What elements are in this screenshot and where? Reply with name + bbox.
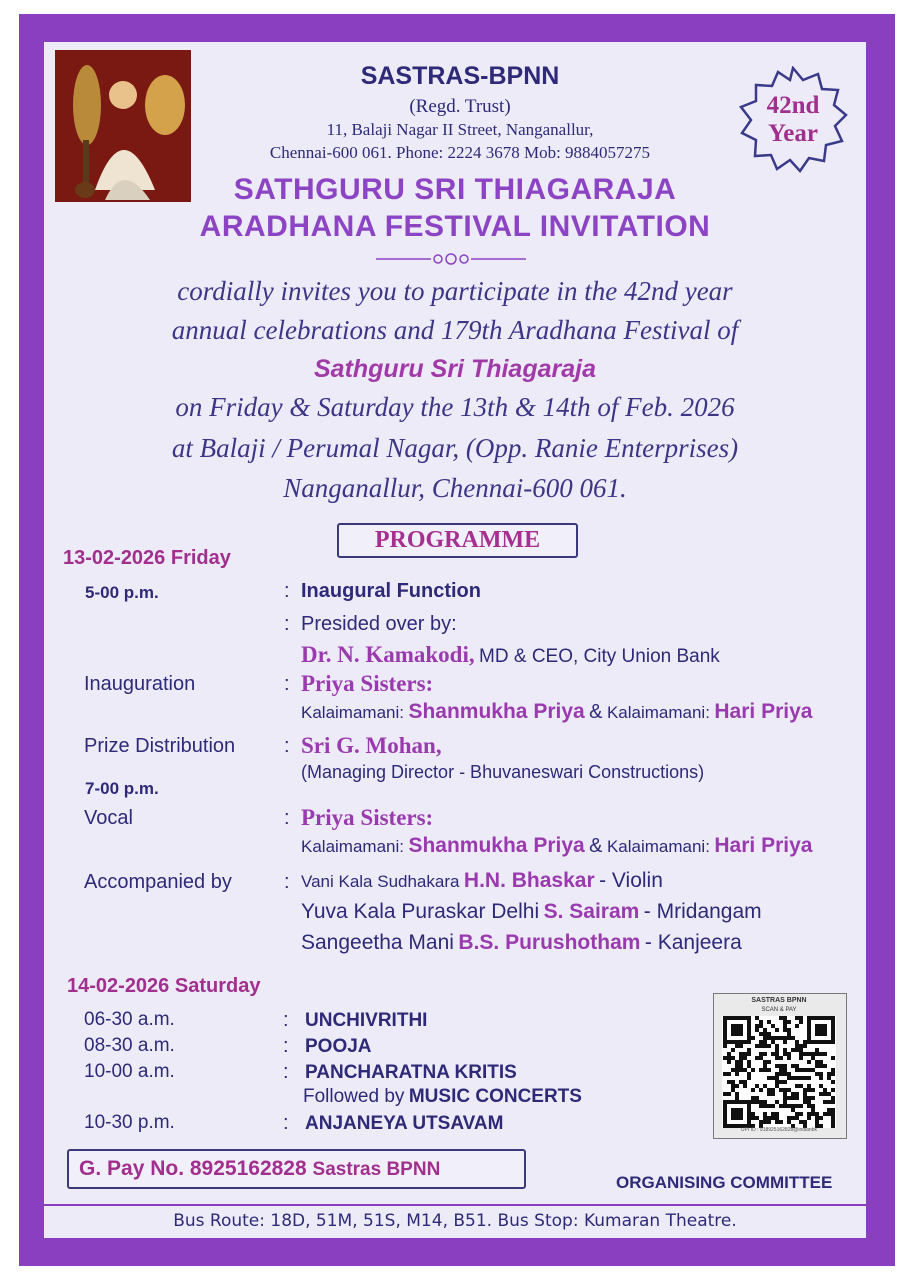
artist-hari-priya: Hari Priya: [714, 700, 813, 723]
music-concerts: MUSIC CONCERTS: [408, 1086, 582, 1107]
presided-label: Presided over by:: [301, 613, 457, 635]
org-name: SASTRAS-BPNN: [360, 62, 560, 90]
presider-title: MD & CEO, City Union Bank: [479, 646, 720, 667]
bus-route-footer: Bus Route: 18D, 51M, 51S, M14, B51. Bus Stop: Kumaran Theatre.: [173, 1211, 737, 1231]
divider-ornament: [376, 250, 526, 268]
event-name: UNCHIVRITHI: [305, 1010, 428, 1031]
instrument: - Kanjeera: [644, 931, 742, 954]
instrument: - Mridangam: [643, 900, 762, 923]
event-time: 08-30 a.m.: [84, 1035, 175, 1056]
footer-divider: [44, 1204, 866, 1206]
event-name: ANJANEYA UTSAVAM: [305, 1113, 504, 1134]
invitation-line-1: cordially invites you to participate in the 42nd year: [177, 276, 733, 306]
colon: :: [284, 580, 290, 602]
inauguration-artists: [301, 700, 812, 724]
prize-distribution-label: Prize Distribution: [84, 735, 236, 757]
inauguration-performer: Priya Sisters:: [301, 671, 434, 696]
qr-code[interactable]: [722, 1016, 836, 1128]
event-time: 06-30 a.m.: [84, 1009, 175, 1030]
invitation-line-3: on Friday & Saturday the 13th & 14th of Feb. 2026: [175, 392, 735, 422]
accompanist-kanjeera: [301, 931, 742, 955]
address-line-1: 11, Balaji Nagar II Street, Nanganallur,: [326, 120, 594, 139]
organising-committee: ORGANISING COMMITTEE: [616, 1173, 833, 1192]
artist-hari-priya: Hari Priya: [714, 834, 813, 857]
accompanist-name: B.S. Purushotham: [458, 931, 641, 954]
event-name: PANCHARATNA KRITIS: [305, 1062, 517, 1083]
qr-upi-id: UPI ID : 918925162828@indianbk: [741, 1127, 817, 1133]
invitation-line-4: at Balaji / Perumal Nagar, (Opp. Ranie Enterprises): [171, 433, 739, 463]
year-badge-word: Year: [768, 120, 818, 147]
title-kalaimamani: Kalaimamani:: [606, 703, 710, 722]
invitation-line-2: annual celebrations and 179th Aradhana Festival of: [171, 315, 739, 345]
prize-distributor-name: Sri G. Mohan,: [301, 733, 442, 758]
day1-time-2: 7-00 p.m.: [85, 779, 159, 798]
vocal-artists: [301, 834, 812, 858]
accompanist-title: Yuva Kala Puraskar Delhi: [301, 900, 540, 923]
year-badge: [738, 66, 848, 174]
instrument: - Violin: [599, 869, 663, 892]
inauguration-label: Inauguration: [84, 673, 196, 695]
festival-title-line-1: SATHGURU SRI THIAGARAJA: [233, 173, 677, 206]
ampersand: &: [589, 701, 603, 723]
artist-shanmukha-priya: Shanmukha Priya: [408, 834, 585, 857]
event-time: 10-00 a.m.: [84, 1061, 175, 1082]
inaugural-function: Inaugural Function: [301, 580, 481, 602]
colon: :: [283, 1112, 289, 1134]
followed-by-label: Followed by: [303, 1086, 405, 1107]
presider-name: Dr. N. Kamakodi,: [301, 642, 475, 667]
invitation-line-5: Nanganallur, Chennai-600 061.: [283, 473, 627, 503]
colon: :: [284, 613, 290, 635]
presider-line: [301, 642, 720, 668]
colon: :: [284, 871, 290, 893]
qr-subtitle: SCAN & PAY: [761, 1007, 797, 1013]
accompanist-name: H.N. Bhaskar: [463, 869, 595, 892]
day1-time-1: 5-00 p.m.: [85, 583, 159, 602]
colon: :: [283, 1009, 289, 1031]
title-kalaimamani: Kalaimamani:: [301, 703, 404, 722]
gpay-number: [79, 1157, 440, 1181]
event-time: 10-30 p.m.: [84, 1112, 175, 1133]
followed-by-line: [303, 1086, 582, 1108]
day2-heading: 14-02-2026 Saturday: [67, 975, 261, 997]
accompanist-title: Sangeetha Mani: [301, 931, 454, 954]
title-kalaimamani: Kalaimamani:: [606, 837, 710, 856]
title-kalaimamani: Kalaimamani:: [301, 837, 404, 856]
accompanied-label: Accompanied by: [84, 871, 232, 893]
address-line-2: Chennai-600 061. Phone: 2224 3678 Mob: 9884057275: [269, 143, 651, 162]
year-badge-number: 42nd: [766, 92, 820, 119]
invitation-honoree: Sathguru Sri Thiagaraja: [313, 355, 596, 383]
colon: :: [283, 1035, 289, 1057]
gpay-label: G. Pay No. 8925162828: [79, 1157, 307, 1180]
accompanist-mridangam: [301, 900, 762, 924]
trust-label: (Regd. Trust): [409, 96, 511, 117]
ampersand: &: [589, 835, 603, 857]
colon: :: [284, 807, 290, 829]
colon: :: [284, 735, 290, 757]
vocal-label: Vocal: [84, 807, 133, 829]
colon: :: [284, 673, 290, 695]
artist-shanmukha-priya: Shanmukha Priya: [408, 700, 585, 723]
day1-heading: 13-02-2026 Friday: [63, 547, 231, 569]
accompanist-title: Vani Kala Sudhakara: [301, 872, 460, 891]
gpay-name: Sastras BPNN: [312, 1159, 441, 1180]
colon: :: [283, 1061, 289, 1083]
programme-heading: PROGRAMME: [337, 523, 578, 558]
vocal-performer: Priya Sisters:: [301, 805, 434, 830]
qr-title: SASTRAS BPNN: [751, 997, 807, 1004]
accompanist-violin: [301, 869, 663, 893]
accompanist-name: S. Sairam: [543, 900, 640, 923]
festival-title-line-2: ARADHANA FESTIVAL INVITATION: [199, 210, 711, 243]
event-name: POOJA: [305, 1036, 372, 1057]
prize-distributor-title: (Managing Director - Bhuvaneswari Constructions): [301, 762, 705, 782]
